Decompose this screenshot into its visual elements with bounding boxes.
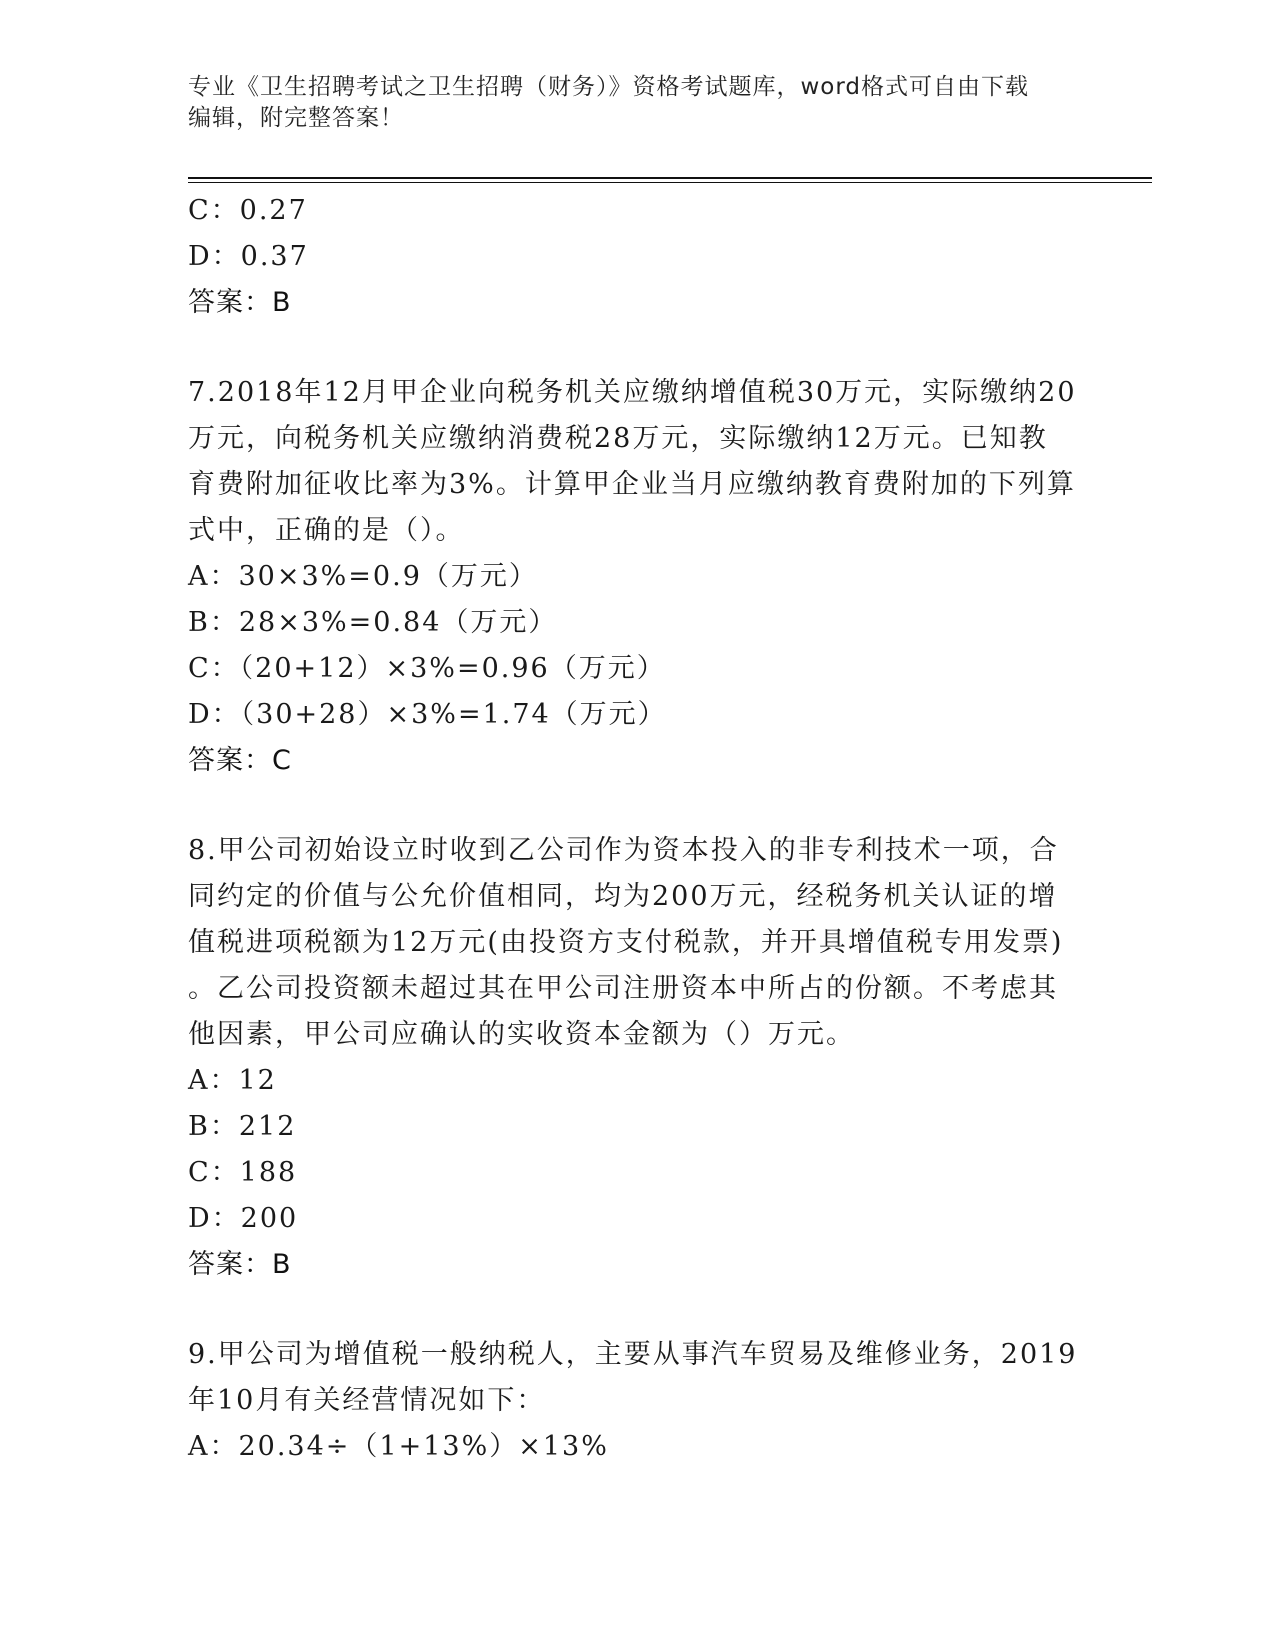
header-line-1: 专业《卫生招聘考试之卫生招聘（财务）》资格考试题库，word格式可自由下载 [188,74,1030,100]
document-header [188,72,1088,134]
option-b: B：212 [188,1111,297,1142]
question-stem [188,828,1068,1058]
question-list [188,188,1078,1470]
stem-line: 8.甲公司初始设立时收到乙公司作为资本投入的非专利技术一项，合 [188,835,1059,866]
question-7 [188,370,1077,784]
question-9 [188,1332,1078,1470]
header-divider-thin [188,182,1152,183]
option-c: C：（20+12）×3%=0.96（万元） [188,653,666,684]
option-b: B：28×3%=0.84（万元） [188,607,558,638]
header-divider-thick [188,177,1152,179]
stem-line: 万元，向税务机关应缴纳消费税28万元，实际缴纳12万元。已知教 [188,423,1048,454]
option-a: A：20.34÷（1+13%）×13% [188,1431,609,1462]
stem-line: 7.2018年12月甲企业向税务机关应缴纳增值税30万元，实际缴纳20 [188,377,1077,408]
question-8 [188,828,1068,1288]
question-stem [188,370,1077,554]
stem-line: 他因素，甲公司应确认的实收资本金额为（）万元。 [188,1019,855,1050]
option-a: A：12 [188,1065,277,1096]
option-c: C：0.27 [188,195,308,226]
stem-line: 。乙公司投资额未超过其在甲公司注册资本中所占的份额。不考虑其 [188,973,1058,1004]
spacer [188,326,1068,370]
question-prev [188,188,1068,326]
answer-line: 答案：B [188,1249,292,1280]
spacer [188,1288,1068,1332]
stem-line: 同约定的价值与公允价值相同，均为200万元，经税务机关认证的增 [188,881,1058,912]
option-a: A：30×3%=0.9（万元） [188,561,538,592]
question-stem [188,1332,1078,1424]
stem-line: 9.甲公司为增值税一般纳税人，主要从事汽车贸易及维修业务，2019 [188,1339,1078,1370]
option-d: D：0.37 [188,241,309,272]
answer-line: 答案：C [188,745,292,776]
stem-line: 年10月有关经营情况如下： [188,1385,546,1416]
option-d: D：200 [188,1203,299,1234]
stem-line: 值税进项税额为12万元(由投资方支付税款，并开具增值税专用发票) [188,927,1064,958]
option-d: D：（30+28）×3%=1.74（万元） [188,699,667,730]
header-line-2: 编辑，附完整答案！ [188,105,404,131]
spacer [188,784,1068,828]
stem-line: 式中，正确的是（）。 [188,515,465,546]
stem-line: 育费附加征收比率为3%。计算甲企业当月应缴纳教育费附加的下列算 [188,469,1076,500]
answer-line: 答案：B [188,287,292,318]
option-c: C：188 [188,1157,298,1188]
